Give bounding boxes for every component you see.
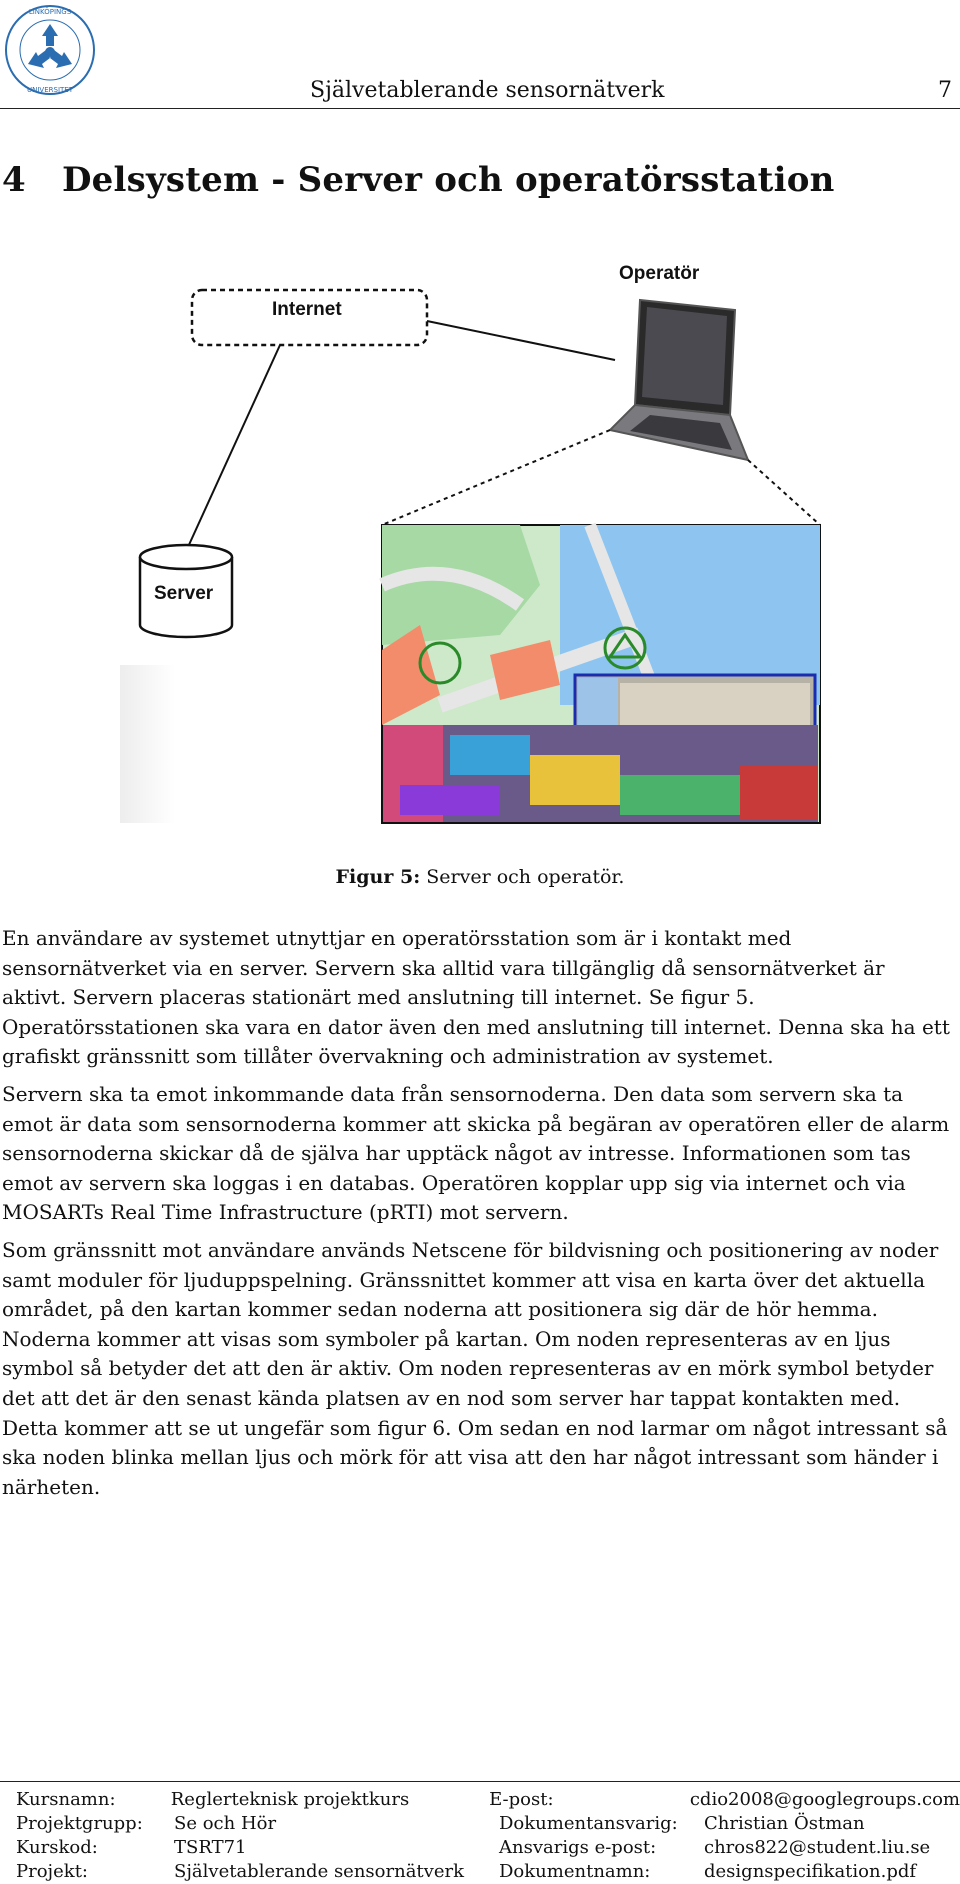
footer-label: Projekt: [16,1861,88,1882]
section-title: Delsystem - Server och operatörsstation [62,160,835,200]
footer-row [16,1860,960,1884]
footer-label: Kursnamn: [16,1789,116,1810]
paragraph: Servern ska ta emot inkommande data från sensornoderna. Den data som servern ska ta emot är data som sensornoderna kommer att skicka på begäran av operatören eller de alarm sensornoderna skickar då de själva har upptäck något av intresse. Informationen som tas emot av servern ska loggas i en databas. Operatören kopplar upp sig via internet och via MOSARTs Real Time Infrastructure (pRTI) mot servern. [2,1081,950,1225]
paragraph: En användare av systemet utnyttjar en operatörsstation som är i kontakt med sensornätverket via en server. Servern ska alltid vara tillgänglig då sensornätverket är aktivt. Servern placeras stationärt med anslutning till internet. Se figur 5. Operatörsstationen ska vara en dator även den med anslutning till internet. Denna ska ha ett grafiskt gränssnitt som tillåter övervakning och administration av systemet. [2,926,950,1069]
figure-diagram [120,255,840,825]
svg-text:LINKÖPINGS: LINKÖPINGS [28,8,72,16]
operator-label: Operatör [619,263,700,284]
footer-row [16,1836,960,1860]
footer-label: Ansvarigs e-post: [499,1837,657,1858]
footer-value: cdio2008@googlegroups.com [689,1789,960,1810]
footer-row [16,1788,960,1812]
footer-value: chros822@student.liu.se [704,1837,931,1858]
internet-label: Internet [272,299,342,320]
header-divider [0,108,960,109]
footer-value: Reglerteknisk projektkurs [170,1789,410,1810]
university-logo [2,2,98,98]
page-number: 7 [938,78,952,103]
footer-value: Självetablerande sensornätverk [174,1861,464,1882]
footer-value: Se och Hör [174,1813,277,1834]
footer-label: E-post: [489,1789,554,1810]
paragraph: Som gränssnitt mot användare används Netscene för bildvisning och positionering av noder samt moduler för ljuduppspelning. Gränssnittet kommer att visa en karta över det aktuella området, på den kartan kommer sedan noderna att positionera sig där de hör hemma. Noderna kommer att visas som symboler på kartan. Om noden representeras av en ljus symbol så betyder det att den är aktiv. Om noden representeras av en mörk symbol betyder det att det är den senast kända platsen av en nod som server har tappat kontakten med. Detta kommer att se ut ungefär som figur 6. Om sedan en nod larmar om något intressant så ska noden blinka mellan ljus och mörk för att visa att den har något intressant som händer i närheten. [2,1237,948,1499]
figure-caption [0,866,960,888]
running-title: Självetablerande sensornätverk [310,78,665,103]
footer-value: designspecifikation.pdf [704,1861,917,1882]
footer-label: Dokumentansvarig: [499,1813,678,1834]
svg-text:UNIVERSITET: UNIVERSITET [27,86,73,94]
server-label: Server [154,583,214,604]
footer-value: Christian Östman [704,1813,865,1834]
footer-row [16,1812,960,1836]
footer-divider [0,1781,960,1782]
laptop-icon [610,300,748,460]
body-text [2,924,954,1510]
section-number: 4 [2,160,26,200]
caption-label: Figur 5: [335,866,421,888]
caption-text: Server och operatör. [426,866,625,888]
footer-value: TSRT71 [174,1837,247,1858]
footer-label: Kurskod: [16,1837,98,1858]
footer-info [16,1788,960,1884]
figure-server-operator [120,255,840,825]
footer-label: Projektgrupp: [16,1813,143,1834]
footer-label: Dokumentnamn: [499,1861,651,1882]
section-heading [2,160,835,200]
map-screenshot [382,525,820,823]
